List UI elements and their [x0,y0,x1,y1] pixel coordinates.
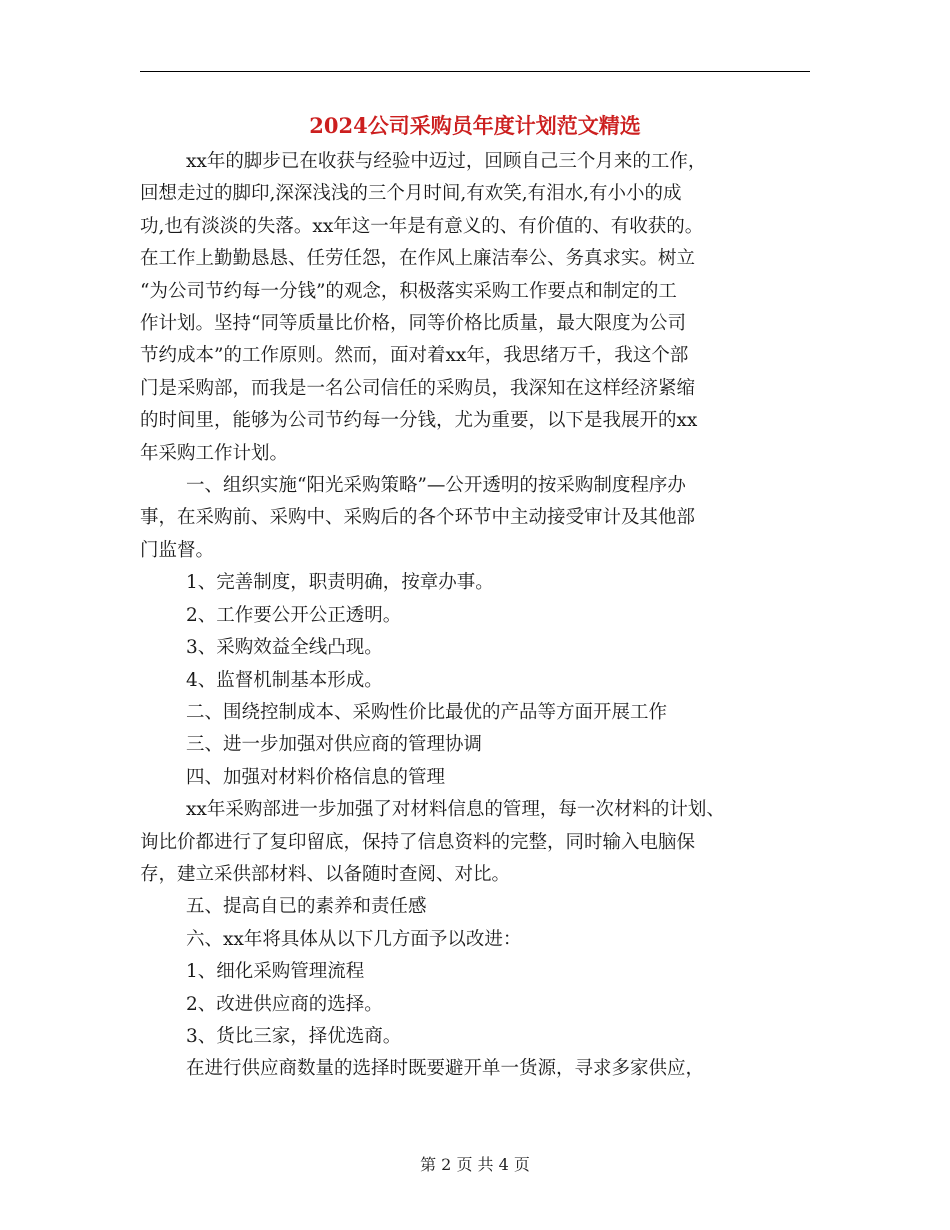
document-body [140,146,812,1086]
list-item: 1、细化采购管理流程 [186,961,365,983]
body-line: xx年采购部进一步加强了对材料信息的管理，每一次材料的计划、 [186,799,725,821]
body-line: 年采购工作计划。 [140,442,289,464]
section-heading: 六、xx年将具体从以下几方面予以改进： [186,928,522,950]
section-heading: 五、提高自已的素养和责任感 [186,896,427,918]
section-heading: 四、加强对材料价格信息的管理 [186,766,446,788]
list-item: 1、完善制度，职责明确，按章办事。 [186,572,494,594]
body-line: 回想走过的脚印,深深浅浅的三个月时间,有欢笑,有泪水,有小小的成 [140,183,682,205]
body-line: 事，在采购前、采购中、采购后的各个环节中主动接受审计及其他部 [140,507,696,529]
body-line: 存，建立采供部材料、以备随时查阅、对比。 [140,863,511,885]
body-line: 功,也有淡淡的失落。xx年这一年是有意义的、有价值的、有收获的。 [140,215,704,237]
body-line: 作计划。坚持“同等质量比价格，同等价格比质量，最大限度为公司 [140,313,686,335]
body-line: 在工作上勤勤恳恳、任劳任怨，在作风上廉洁奉公、务真求实。树立 [140,248,696,270]
body-line: 一、组织实施“阳光采购策略”—公开透明的按采购制度程序办 [186,475,686,497]
page-number-footer: 第 2 页 共 4 页 [420,1155,530,1174]
list-item: 3、采购效益全线凸现。 [186,637,383,659]
document-title: 2024公司采购员年度计划范文精选 [309,113,641,138]
header-rule [140,71,810,72]
body-line: 门是采购部，而我是一名公司信任的采购员，我深知在这样经济紧缩 [140,377,696,399]
body-line: 询比价都进行了复印留底，保持了信息资料的完整，同时输入电脑保 [140,831,696,853]
body-line: 门监督。 [140,539,215,561]
list-item: 2、改进供应商的选择。 [186,993,383,1015]
list-item: 4、监督机制基本形成。 [186,669,383,691]
section-heading: 二、围绕控制成本、采购性价比最优的产品等方面开展工作 [186,701,668,723]
body-line: “为公司节约每一分钱”的观念，积极落实采购工作要点和制定的工 [140,280,677,302]
body-line: xx年的脚步已在收获与经验中迈过，回顾自己三个月来的工作， [186,151,707,172]
body-line: 在进行供应商数量的选择时既要避开单一货源，寻求多家供应， [186,1058,705,1080]
list-item: 3、货比三家，择优选商。 [186,1025,402,1047]
body-line: 节约成本”的工作原则。然而，面对着xx年，我思绪万千，我这个部 [140,345,689,367]
list-item: 2、工作要公开公正透明。 [186,604,402,626]
section-heading: 三、进一步加强对供应商的管理协调 [186,734,483,756]
body-line: 的时间里，能够为公司节约每一分钱，尤为重要，以下是我展开的xx [140,410,698,432]
